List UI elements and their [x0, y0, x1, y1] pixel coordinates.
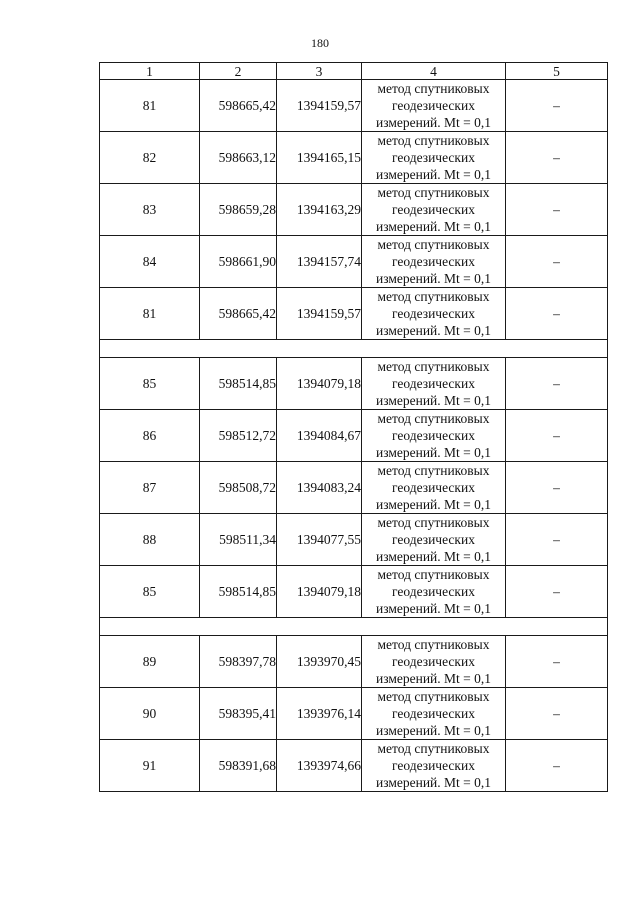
method-text-line: геодезических	[392, 202, 475, 217]
x-coordinate-cell: 598508,72	[200, 462, 277, 514]
method-cell	[362, 184, 506, 236]
x-coordinate-cell: 598665,42	[200, 80, 277, 132]
method-text-line: метод спутниковых	[377, 567, 490, 582]
x-coordinate-cell: 598514,85	[200, 566, 277, 618]
x-coordinate-cell: 598511,34	[200, 514, 277, 566]
page-number: 180	[311, 36, 329, 50]
method-text-line: метод спутниковых	[377, 411, 490, 426]
accuracy-cell: –	[506, 358, 608, 410]
coordinates-table	[99, 62, 608, 792]
y-coordinate-cell: 1394159,57	[277, 80, 362, 132]
method-text-line: геодезических	[392, 480, 475, 495]
method-text-line: метод спутниковых	[377, 741, 490, 756]
column-header: 1	[100, 63, 200, 80]
table-row	[100, 410, 608, 462]
y-coordinate-cell: 1394163,29	[277, 184, 362, 236]
x-coordinate-cell: 598397,78	[200, 636, 277, 688]
y-coordinate-cell: 1394165,15	[277, 132, 362, 184]
x-coordinate-cell: 598391,68	[200, 740, 277, 792]
table-row	[100, 358, 608, 410]
accuracy-cell: –	[506, 514, 608, 566]
method-text-line: измерений. Mt = 0,1	[375, 393, 492, 408]
method-cell	[362, 236, 506, 288]
method-text-line: метод спутниковых	[377, 237, 490, 252]
point-number-cell: 83	[100, 184, 200, 236]
method-text-line: измерений. Mt = 0,1	[375, 219, 492, 234]
method-text-line: метод спутниковых	[377, 133, 490, 148]
column-header: 3	[277, 63, 362, 80]
method-text-line: метод спутниковых	[377, 81, 490, 96]
point-number-cell: 85	[100, 358, 200, 410]
group-separator-row	[100, 618, 608, 636]
accuracy-cell: –	[506, 132, 608, 184]
method-cell	[362, 410, 506, 462]
y-coordinate-cell: 1393976,14	[277, 688, 362, 740]
method-text-line: измерений. Mt = 0,1	[375, 549, 492, 564]
method-text-line: геодезических	[392, 532, 475, 547]
table-row	[100, 80, 608, 132]
method-text-line: измерений. Mt = 0,1	[375, 271, 492, 286]
accuracy-cell: –	[506, 462, 608, 514]
method-text-line: геодезических	[392, 98, 475, 113]
y-coordinate-cell: 1393974,66	[277, 740, 362, 792]
table-row	[100, 288, 608, 340]
method-text-line: геодезических	[392, 706, 475, 721]
method-text-line: измерений. Mt = 0,1	[375, 167, 492, 182]
method-text-line: геодезических	[392, 758, 475, 773]
point-number-cell: 81	[100, 80, 200, 132]
method-text-line: измерений. Mt = 0,1	[375, 671, 492, 686]
method-text-line: метод спутниковых	[377, 637, 490, 652]
point-number-cell: 81	[100, 288, 200, 340]
column-header: 5	[506, 63, 608, 80]
accuracy-cell: –	[506, 636, 608, 688]
point-number-cell: 90	[100, 688, 200, 740]
method-cell	[362, 358, 506, 410]
method-cell	[362, 132, 506, 184]
method-text-line: измерений. Mt = 0,1	[375, 115, 492, 130]
y-coordinate-cell: 1394077,55	[277, 514, 362, 566]
header-row	[100, 63, 608, 80]
point-number-cell: 84	[100, 236, 200, 288]
method-text-line: метод спутниковых	[377, 515, 490, 530]
separator-cell	[100, 618, 608, 636]
point-number-cell: 82	[100, 132, 200, 184]
accuracy-cell: –	[506, 688, 608, 740]
table-row	[100, 462, 608, 514]
x-coordinate-cell: 598663,12	[200, 132, 277, 184]
accuracy-cell: –	[506, 410, 608, 462]
point-number-cell: 91	[100, 740, 200, 792]
method-text-line: метод спутниковых	[377, 463, 490, 478]
point-number-cell: 87	[100, 462, 200, 514]
x-coordinate-cell: 598395,41	[200, 688, 277, 740]
table-row	[100, 236, 608, 288]
method-text-line: геодезических	[392, 428, 475, 443]
method-text-line: геодезических	[392, 150, 475, 165]
method-cell	[362, 688, 506, 740]
y-coordinate-cell: 1394083,24	[277, 462, 362, 514]
method-cell	[362, 462, 506, 514]
y-coordinate-cell: 1394079,18	[277, 358, 362, 410]
table-row	[100, 740, 608, 792]
x-coordinate-cell: 598665,42	[200, 288, 277, 340]
x-coordinate-cell: 598659,28	[200, 184, 277, 236]
method-cell	[362, 288, 506, 340]
table-row	[100, 636, 608, 688]
method-text-line: метод спутниковых	[377, 689, 490, 704]
method-text-line: измерений. Mt = 0,1	[375, 445, 492, 460]
table-row	[100, 184, 608, 236]
method-text-line: измерений. Mt = 0,1	[375, 497, 492, 512]
y-coordinate-cell: 1393970,45	[277, 636, 362, 688]
y-coordinate-cell: 1394157,74	[277, 236, 362, 288]
method-text-line: геодезических	[392, 254, 475, 269]
method-text-line: метод спутниковых	[377, 359, 490, 374]
accuracy-cell: –	[506, 566, 608, 618]
x-coordinate-cell: 598661,90	[200, 236, 277, 288]
method-text-line: геодезических	[392, 584, 475, 599]
method-text-line: измерений. Mt = 0,1	[375, 723, 492, 738]
group-separator-row	[100, 340, 608, 358]
accuracy-cell: –	[506, 184, 608, 236]
accuracy-cell: –	[506, 288, 608, 340]
column-header: 2	[200, 63, 277, 80]
point-number-cell: 85	[100, 566, 200, 618]
method-text-line: геодезических	[392, 376, 475, 391]
method-cell	[362, 636, 506, 688]
point-number-cell: 88	[100, 514, 200, 566]
table-row	[100, 514, 608, 566]
point-number-cell: 86	[100, 410, 200, 462]
separator-cell	[100, 340, 608, 358]
method-text-line: метод спутниковых	[377, 289, 490, 304]
x-coordinate-cell: 598512,72	[200, 410, 277, 462]
y-coordinate-cell: 1394159,57	[277, 288, 362, 340]
method-cell	[362, 514, 506, 566]
y-coordinate-cell: 1394079,18	[277, 566, 362, 618]
method-cell	[362, 740, 506, 792]
method-cell	[362, 566, 506, 618]
method-text-line: измерений. Mt = 0,1	[375, 323, 492, 338]
method-cell	[362, 80, 506, 132]
table-row	[100, 132, 608, 184]
accuracy-cell: –	[506, 740, 608, 792]
accuracy-cell: –	[506, 80, 608, 132]
table-row	[100, 566, 608, 618]
y-coordinate-cell: 1394084,67	[277, 410, 362, 462]
method-text-line: измерений. Mt = 0,1	[375, 601, 492, 616]
method-text-line: метод спутниковых	[377, 185, 490, 200]
point-number-cell: 89	[100, 636, 200, 688]
method-text-line: измерений. Mt = 0,1	[375, 775, 492, 790]
x-coordinate-cell: 598514,85	[200, 358, 277, 410]
column-header: 4	[362, 63, 506, 80]
table-row	[100, 688, 608, 740]
method-text-line: геодезических	[392, 654, 475, 669]
method-text-line: геодезических	[392, 306, 475, 321]
accuracy-cell: –	[506, 236, 608, 288]
